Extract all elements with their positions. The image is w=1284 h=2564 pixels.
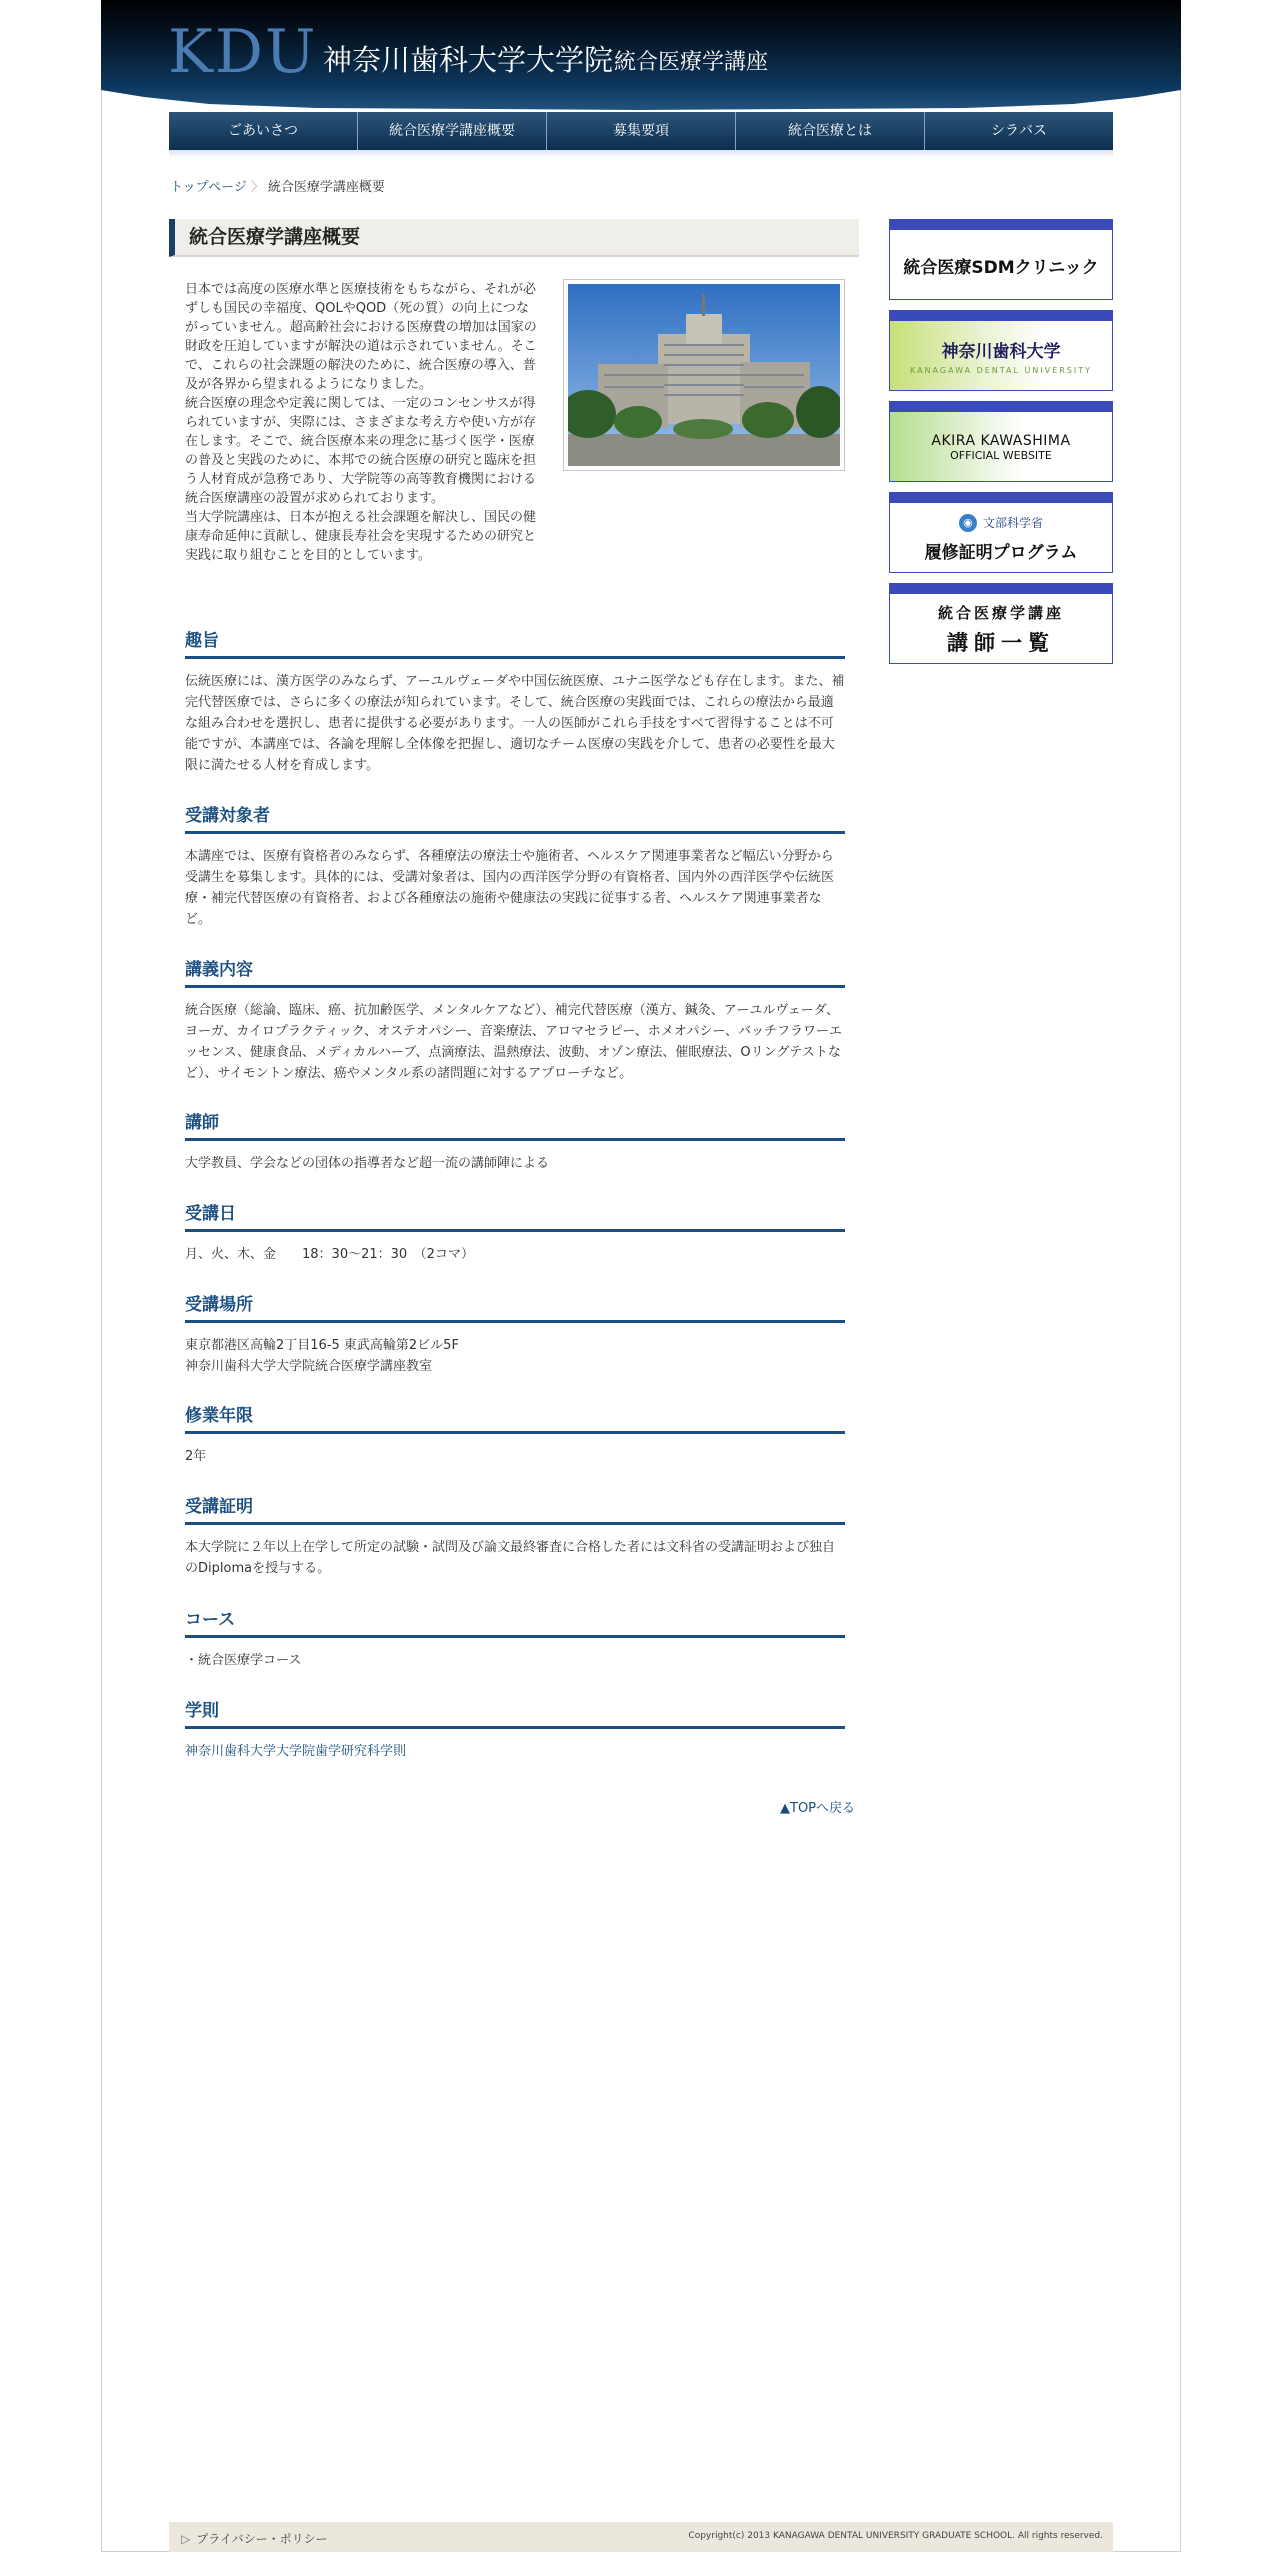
- section-title: 学則: [185, 1700, 845, 1729]
- intro-paragraph: 統合医療の理念や定義に関しては、一定のコンセンサスが得られていますが、実際には、さまざまな考え方や使い方が存在します。そこで、統合医療本来の理念に基づく医学・医療の普及と実践のために、本邦での統合医療の研究と臨床を担う人材育成が急務であり、大学院等の高等教育機関における統合医療講座の設置が求められております。: [185, 396, 537, 506]
- kdu-logo[interactable]: KDU: [168, 17, 318, 87]
- privacy-policy-label: プライバシー・ポリシー: [196, 2532, 328, 2546]
- section-lecturer: [185, 1112, 845, 1174]
- site-title[interactable]: 神奈川歯科大学大学院: [323, 43, 614, 77]
- nav-item-overview[interactable]: 統合医療学講座概要: [358, 112, 547, 150]
- section-title: 趣旨: [185, 630, 845, 659]
- nav-item-syllabus[interactable]: シラバス: [991, 123, 1047, 139]
- banner-top-bar: [890, 584, 1112, 594]
- banner-top-bar: [890, 220, 1112, 230]
- banner-label: 統合医療SDMクリニック: [903, 257, 1099, 278]
- breadcrumb-separator-icon: 〉: [250, 180, 264, 195]
- banner-subtitle: OFFICIAL WEBSITE: [950, 448, 1052, 462]
- banner-title: AKIRA KAWASHIMA: [931, 432, 1071, 449]
- banner-kanagawa-dental-university[interactable]: [889, 310, 1113, 391]
- banner-mext-certificate-program[interactable]: [889, 492, 1113, 573]
- chevron-right-icon: ▷: [181, 2532, 191, 2546]
- section-title: 受講証明: [185, 1496, 845, 1525]
- banner-label: [890, 503, 1112, 573]
- section-body: 本大学院に２年以上在学して所定の試験・試問及び論文最終審査に合格した者には文科省の受講証明および独自のDiplomaを授与する。: [185, 1540, 836, 1576]
- banner-label: [890, 412, 1112, 482]
- privacy-policy-link[interactable]: [181, 2530, 328, 2547]
- section-body: 統合医療（総論、臨床、癌、抗加齢医学、メンタルケアなど）、補完代替医療（漢方、鍼灸、アーユルヴェーダ、ヨーガ、カイロプラクティック、オステオパシー、音楽療法、アロマセラピー、ホメオパシー、バッチフラワーエッセンス、健康食品、メディカルハーブ、点滴療法、温熱療法、波動、オゾン療法、催眠療法、Oリングテストなど）、サイモントン療法、癌やメンタル系の諸問題に対するアプローチなど。: [185, 1003, 843, 1081]
- section-certificate: [185, 1496, 845, 1579]
- section-rules: [185, 1700, 845, 1762]
- banner-label: [890, 321, 1112, 391]
- global-nav: [169, 112, 1113, 150]
- intro-text: [185, 280, 540, 565]
- mext-logo-icon: ◉: [959, 514, 977, 532]
- section-shushi: [185, 630, 845, 776]
- back-to-top-link[interactable]: ▲TOPへ戻る: [780, 1801, 856, 1816]
- banner-ministry-name: 文部科学省: [982, 516, 1043, 530]
- banner-top-bar: [890, 311, 1112, 321]
- section-body: 大学教員、学会などの団体の指導者など超一流の講師陣による: [185, 1156, 550, 1171]
- section-place: [185, 1294, 845, 1377]
- section-body: ・統合医療学コース: [185, 1653, 302, 1668]
- intro-paragraph: 当大学院講座は、日本が抱える社会課題を解決し、国民の健康寿命延伸に貢献し、健康長寿社会を実現するための研究と実践に取り組むことを目的としています。: [185, 510, 537, 563]
- breadcrumb-current: 統合医療学講座概要: [267, 180, 385, 195]
- breadcrumb-home-link[interactable]: トップページ: [170, 180, 247, 195]
- section-title: 修業年限: [185, 1405, 845, 1434]
- banner-subtitle: 統合医療学講座: [937, 603, 1064, 622]
- section-body: 本講座では、医療有資格者のみならず、各種療法の療法士や施術者、ヘルスケア関連事業者など幅広い分野から受講生を募集します。具体的には、受講対象者は、国内の西洋医学分野の有資格者、国内外の西洋医学や伝統医療・補完代替医療の有資格者、および各種療法の施術や健康法の実践に従事する者、ヘルスケア関連事業者など。: [185, 849, 834, 927]
- banner-lecturer-list[interactable]: [889, 583, 1113, 664]
- section-title: コース: [185, 1609, 845, 1638]
- site-footer: [169, 2522, 1113, 2552]
- banner-akira-kawashima[interactable]: [889, 401, 1113, 482]
- banner-title: 講師一覧: [947, 630, 1055, 655]
- banner-subtitle: KANAGAWA DENTAL UNIVERSITY: [909, 366, 1093, 375]
- banner-top-bar: [890, 493, 1112, 503]
- banner-title: 履修証明プログラム: [924, 542, 1078, 563]
- section-title: 講義内容: [185, 959, 845, 988]
- nav-shadow: [169, 150, 1113, 158]
- section-target: [185, 805, 845, 930]
- section-course: [185, 1609, 845, 1671]
- section-body: 伝統医療には、漢方医学のみならず、アーユルヴェーダや中国伝統医療、ユナニ医学なども存在します。また、補完代替医療では、さらに多くの療法が知られています。そして、統合医療の実践面では、これらの療法から最適な組み合わせを選択し、患者に提供する必要があります。一人の医師がこれら手技をすべて習得することは不可能ですが、本講座では、各論を理解し全体像を把握し、適切なチーム医療の実践を介して、患者の必要性を最大限に満たせる人材を育成します。: [185, 674, 845, 773]
- banner-top-bar: [890, 402, 1112, 412]
- section-title: 講師: [185, 1112, 845, 1141]
- nav-item-greeting[interactable]: ごあいさつ: [169, 112, 358, 150]
- site-subtitle[interactable]: 統合医療学講座: [614, 50, 769, 75]
- banner-ministry: [959, 514, 1043, 532]
- section-title: 受講対象者: [185, 805, 845, 834]
- section-title: 受講場所: [185, 1294, 845, 1323]
- page-title: 統合医療学講座概要: [169, 219, 859, 257]
- copyright-text: Copyright(c) 2013 KANAGAWA DENTAL UNIVERSITY GRADUATE SCHOOL. All rights reserved.: [688, 2531, 1103, 2541]
- section-body-line: 神奈川歯科大学大学院統合医療学講座教室: [185, 1359, 433, 1374]
- banner-label: [890, 594, 1112, 664]
- section-content: [185, 959, 845, 1084]
- breadcrumb: [170, 176, 385, 195]
- section-body: 2年: [185, 1449, 207, 1464]
- nav-item-about-integrative[interactable]: 統合医療とは: [736, 112, 925, 150]
- section-years: [185, 1405, 845, 1467]
- campus-photo: [563, 279, 845, 471]
- banner-sdm-clinic[interactable]: [889, 219, 1113, 300]
- campus-building-image: [568, 284, 840, 466]
- section-body-line: 東京都港区高輪2丁目16-5 東武高輪第2ビル5F: [185, 1338, 459, 1353]
- intro-paragraph: 日本では高度の医療水準と医療技術をもちながら、それが必ずしも国民の幸福度、QOLやQOD（死の質）の向上につながっていません。超高齢社会における医療費の増加は国家の財政を圧迫していますが解決の道は示されていません。そこで、これらの社会課題の解決のために、統合医療の導入、普及が各界から望まれるようになりました。: [185, 282, 537, 392]
- section-body: 月、火、木、金 18：30〜21：30 （2コマ）: [185, 1247, 474, 1262]
- section-title: 受講日: [185, 1203, 845, 1232]
- nav-item-admission[interactable]: 募集要項: [547, 112, 736, 150]
- banner-title: 神奈川歯科大学: [941, 342, 1061, 362]
- section-days: [185, 1203, 845, 1265]
- rules-link[interactable]: 神奈川歯科大学大学院歯学研究科学則: [185, 1744, 407, 1759]
